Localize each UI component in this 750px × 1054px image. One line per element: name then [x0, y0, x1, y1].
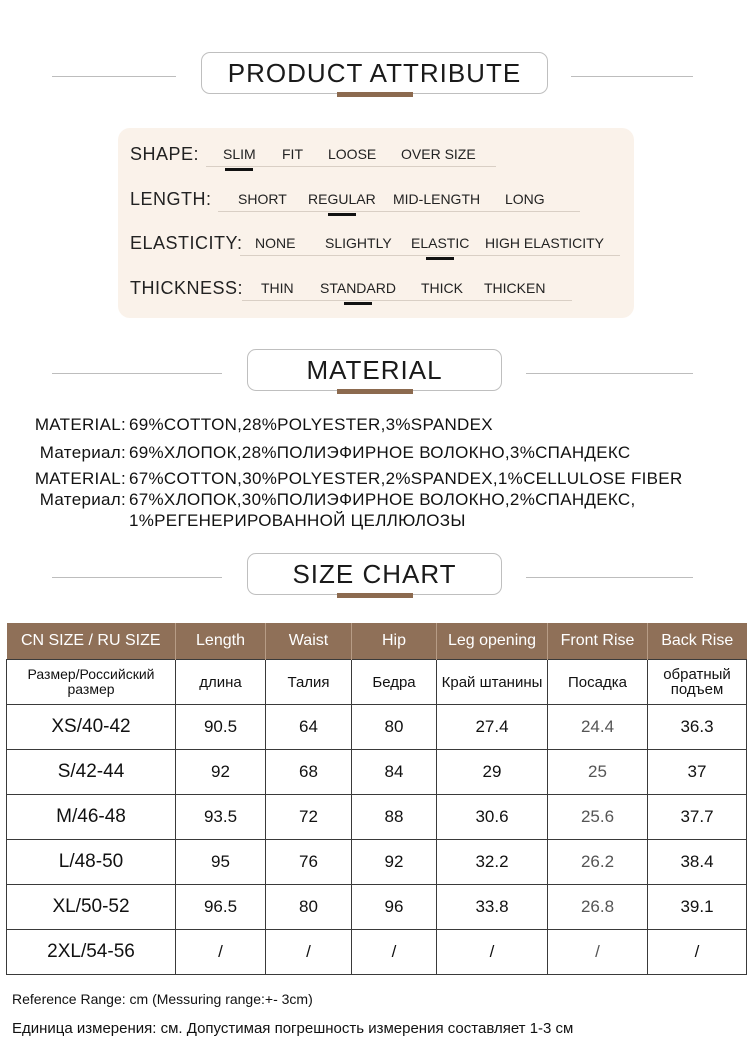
material-value: 69%ХЛОПОК,28%ПОЛИЭФИРНОЕ ВОЛОКНО,3%СПАНДЕКС [129, 443, 631, 462]
attr-row-length [118, 185, 634, 215]
table-cell: / [437, 930, 548, 975]
material-value: 67%COTTON,30%POLYESTER,2%SPANDEX,1%CELLULOSE FIBER [129, 469, 683, 488]
column-header: Leg opening [437, 623, 548, 660]
attr-underline [242, 300, 572, 301]
table-cell: 64 [266, 705, 352, 750]
table-cell: 95 [176, 840, 266, 885]
table-cell: 25 [548, 750, 648, 795]
attr-underline [240, 255, 620, 256]
attr-label: THICKNESS: [130, 278, 244, 298]
table-cell: 26.8 [548, 885, 648, 930]
attr-row-elasticity [118, 229, 634, 259]
attr-option: THICK [421, 280, 463, 296]
table-cell: / [648, 930, 747, 975]
column-header: Back Rise [648, 623, 747, 660]
table-cell: 93.5 [176, 795, 266, 840]
size-cell: M/46-48 [7, 795, 176, 840]
attr-option: SLIGHTLY [325, 235, 392, 251]
material-label: MATERIAL: [34, 415, 126, 434]
material-label: Материал: [39, 443, 126, 462]
table-cell: 30.6 [437, 795, 548, 840]
attr-option: SHORT [238, 191, 287, 207]
ru-header-cell: Посадка [548, 660, 648, 705]
attr-option: MID-LENGTH [393, 191, 481, 207]
size-cell: S/42-44 [7, 750, 176, 795]
table-row [7, 750, 747, 795]
table-cell: 68 [266, 750, 352, 795]
size-cell: XS/40-42 [7, 705, 176, 750]
title-accent [337, 389, 413, 394]
table-cell: 24.4 [548, 705, 648, 750]
material-header [0, 349, 750, 399]
ru-header-cell: Талия [266, 660, 352, 705]
divider-right [526, 577, 693, 578]
table-cell: 90.5 [176, 705, 266, 750]
table-cell: 80 [266, 885, 352, 930]
size-chart-header [0, 553, 750, 603]
size-chart-table [6, 623, 747, 975]
attr-option-selected: REGULAR [308, 191, 376, 207]
table-cell: 26.2 [548, 840, 648, 885]
attr-label: LENGTH: [130, 189, 212, 209]
table-cell: 39.1 [648, 885, 747, 930]
size-cell: L/48-50 [7, 840, 176, 885]
table-row [7, 885, 747, 930]
table-cell: 33.8 [437, 885, 548, 930]
column-header: Hip [352, 623, 437, 660]
table-cell: 84 [352, 750, 437, 795]
table-cell: 92 [352, 840, 437, 885]
attr-option: THIN [261, 280, 294, 296]
attr-underline [206, 166, 496, 167]
ru-header-cell: длина [176, 660, 266, 705]
table-cell: / [352, 930, 437, 975]
column-header: Waist [266, 623, 352, 660]
attr-row-thickness [118, 274, 634, 304]
divider-left [52, 373, 222, 374]
divider-right [526, 373, 693, 374]
table-header-row [7, 623, 747, 660]
attr-label: ELASTICITY: [130, 233, 243, 253]
table-row [7, 840, 747, 885]
divider-left [52, 577, 222, 578]
attr-option: THICKEN [484, 280, 546, 296]
section-title: SIZE CHART [247, 553, 502, 595]
russian-note: Единица измерения: см. Допустимая погрешность измерения составляет 1-3 см [12, 1020, 574, 1037]
table-cell: 96.5 [176, 885, 266, 930]
attr-option: HIGH ELASTICITY [485, 235, 605, 251]
table-ru-header-row [7, 660, 747, 705]
attr-label: SHAPE: [130, 144, 200, 164]
table-cell: / [266, 930, 352, 975]
attr-option: LONG [505, 191, 545, 207]
table-cell: 76 [266, 840, 352, 885]
size-cell: 2XL/54-56 [7, 930, 176, 975]
table-cell: 80 [352, 705, 437, 750]
attr-option-selected: SLIM [223, 146, 256, 162]
attr-option: NONE [255, 235, 296, 251]
material-label: MATERIAL: [34, 469, 126, 488]
attr-underline [218, 211, 580, 212]
divider-right [571, 76, 693, 77]
ru-header-cell: обратный подъем [648, 660, 747, 705]
attr-row-shape [118, 140, 634, 170]
attr-option: FIT [282, 146, 303, 162]
section-title: MATERIAL [247, 349, 502, 391]
material-label: Материал: [39, 490, 126, 509]
reference-note: Reference Range: cm (Messuring range:+- 3cm) [12, 991, 313, 1007]
table-row [7, 930, 747, 975]
attr-option: LOOSE [328, 146, 377, 162]
material-value: 69%COTTON,28%POLYESTER,3%SPANDEX [129, 415, 493, 434]
table-cell: 29 [437, 750, 548, 795]
table-cell: 38.4 [648, 840, 747, 885]
ru-header-cell: Край штанины [437, 660, 548, 705]
column-header: CN SIZE / RU SIZE [7, 623, 176, 660]
table-cell: 92 [176, 750, 266, 795]
attr-option-selected: ELASTIC [411, 235, 470, 251]
table-cell: 72 [266, 795, 352, 840]
table-cell: 27.4 [437, 705, 548, 750]
table-cell: 36.3 [648, 705, 747, 750]
table-cell: 96 [352, 885, 437, 930]
table-cell: 37 [648, 750, 747, 795]
title-accent [337, 593, 413, 598]
table-cell: 37.7 [648, 795, 747, 840]
table-cell: / [176, 930, 266, 975]
column-header: Front Rise [548, 623, 648, 660]
title-accent [337, 92, 413, 97]
ru-header-cell: Размер/Российский размер [7, 660, 176, 705]
table-row [7, 795, 747, 840]
column-header: Length [176, 623, 266, 660]
product-attribute-header [0, 52, 750, 102]
material-value: 1%РЕГЕНЕРИРОВАННОЙ ЦЕЛЛЮЛОЗЫ [129, 511, 466, 530]
table-cell: / [548, 930, 648, 975]
table-row [7, 705, 747, 750]
attr-option-selected: STANDARD [320, 280, 396, 296]
attr-option: OVER SIZE [401, 146, 476, 162]
table-cell: 25.6 [548, 795, 648, 840]
table-cell: 88 [352, 795, 437, 840]
ru-header-cell: Бедра [352, 660, 437, 705]
size-cell: XL/50-52 [7, 885, 176, 930]
attribute-panel [118, 128, 634, 318]
table-cell: 32.2 [437, 840, 548, 885]
material-value: 67%ХЛОПОК,30%ПОЛИЭФИРНОЕ ВОЛОКНО,2%СПАНДЕКС, [129, 490, 636, 509]
divider-left [52, 76, 176, 77]
section-title: PRODUCT ATTRIBUTE [201, 52, 548, 94]
